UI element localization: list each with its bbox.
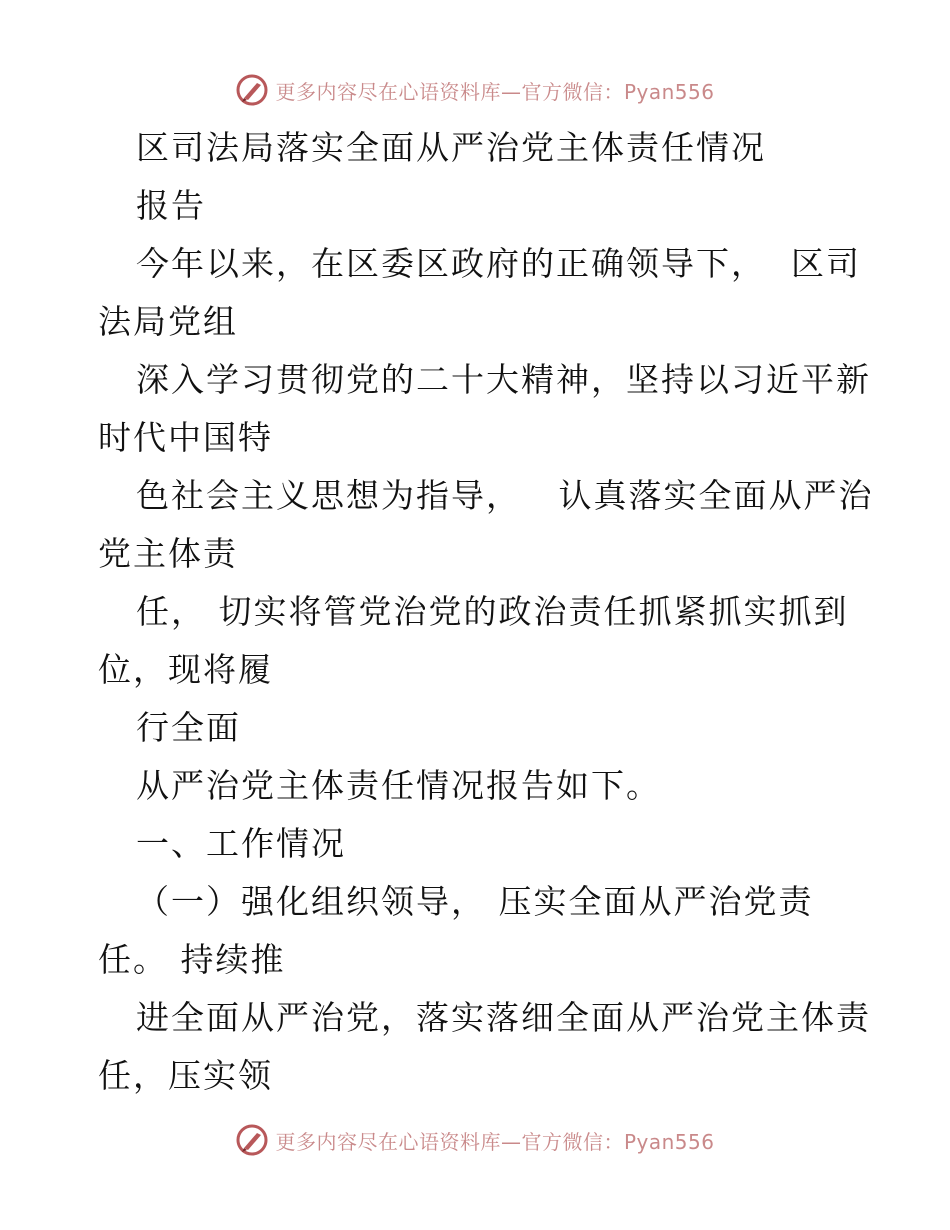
paragraph-line: 法局党组: [98, 302, 238, 341]
paragraph-line: 从严治党主体责任情况报告如下。: [136, 766, 661, 805]
document-title-cont: 报告: [136, 186, 206, 225]
document-title: 区司法局落实全面从严治党主体责任情况: [136, 128, 766, 167]
paragraph-line: 今年以来，在区委区政府的正确领导下， 区司: [136, 244, 861, 283]
paragraph-line: 任， 切实将管党治党的政治责任抓紧抓实抓到: [136, 592, 849, 631]
paragraph-line: 行全面: [136, 708, 241, 747]
paragraph-line: 色社会主义思想为指导， 认真落实全面从严治: [136, 476, 874, 515]
paragraph-line: 任，压实领: [98, 1056, 273, 1095]
pen-logo-icon: [235, 1123, 269, 1157]
paragraph-line: 进全面从严治党，落实落细全面从严治党主体责: [136, 998, 871, 1037]
paragraph-line: 党主体责: [98, 534, 238, 573]
header-watermark: [0, 70, 950, 110]
paragraph-line: 任。 持续推: [98, 940, 286, 979]
paragraph-line: 深入学习贯彻党的二十大精神，坚持以习近平新: [136, 360, 871, 399]
paragraph-line: 位，现将履: [98, 650, 273, 689]
watermark-text: 更多内容尽在心语资料库—官方微信：Pyan556: [275, 79, 715, 104]
pen-logo-icon: [235, 73, 269, 107]
subsection-heading: （一）强化组织领导， 压实全面从严治党责: [136, 882, 814, 921]
footer-watermark: [0, 1120, 950, 1160]
paragraph-line: 时代中国特: [98, 418, 273, 457]
watermark-text: 更多内容尽在心语资料库—官方微信：Pyan556: [275, 1129, 715, 1154]
section-heading: 一、工作情况: [136, 824, 346, 863]
